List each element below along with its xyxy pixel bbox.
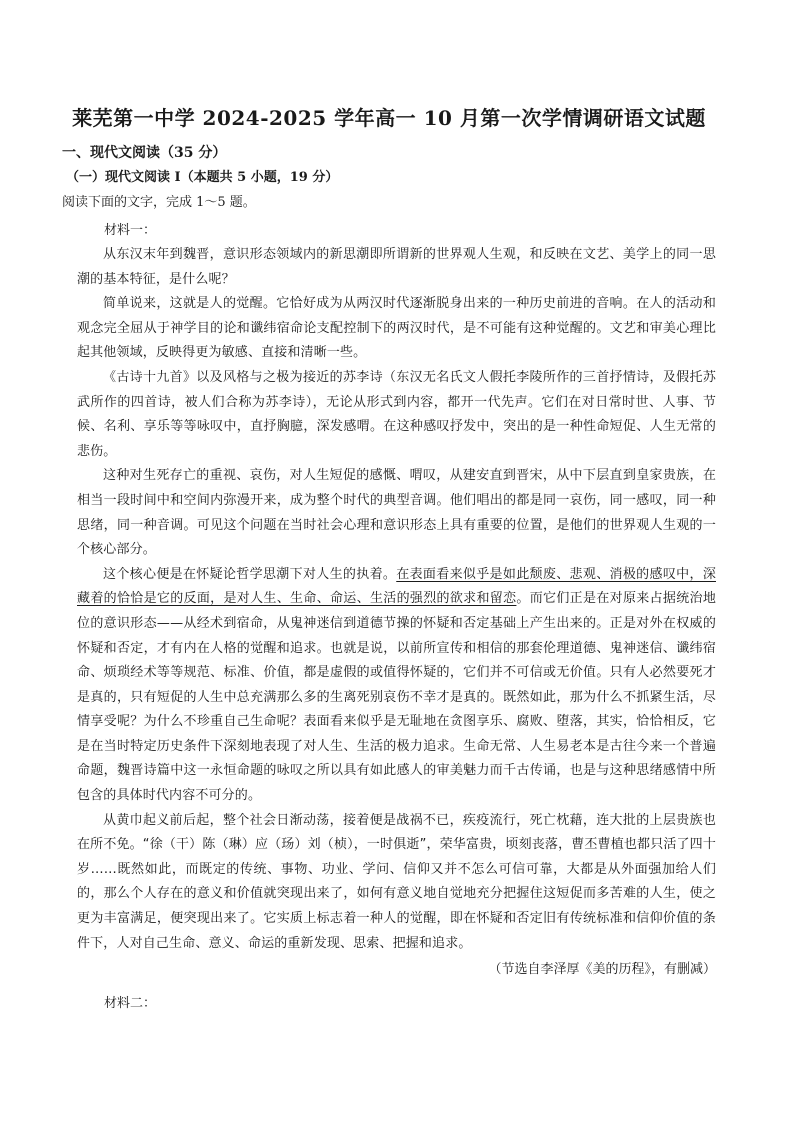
paragraph-5-lead: 这个核心便是在怀疑论哲学思潮下对人生的执着。 [103,566,397,582]
underlined-sentence: 在表面看来似乎是如此颓废、悲观、消极的感叹中，深藏着的恰恰是它的反面，是对人生、生命、命运、生活的强烈的欲求和留恋 [77,566,716,607]
paragraph-4: 这种对生死存亡的重视、哀伤，对人生短促的感慨、喟叹，从建安直到晋宋，从中下层直到皇家贵族，在相当一段时间中和空间内弥漫开来，成为整个时代的典型音调。他们唱出的都是同一哀伤，同一感叹，同一种思绪，同一种音调。可见这个问题在当时社会心理和意识形态上具有重要的位置，是他们的世界观人生观的一个核心部分。 [77,468,716,558]
paragraph-5 [62,563,716,809]
subsection-heading: （一）现代文阅读 I（本题共 5 小题，19 分） [66,170,339,185]
paragraph-6: 从黄巾起义前后起，整个社会日渐动荡，接着便是战祸不已，疾疫流行，死亡枕藉，连大批的上层贵族也在所不免。“徐（干）陈（琳）应（玚）刘（桢），一时俱逝”，荣华富贵，顷刻丧落，曹丕曹植也都只活了四十岁……既然如此，而既定的传统、事物、功业、学问、信仰又并不怎么可信可靠，大都是从外面强加给人们的，那么个人存在的意义和价值就突现出来了，如何有意义地自觉地充分把握住这短促而多苦难的人生，使之更为丰富满足，便突现出来了。它实质上标志着一种人的觉醒，即在怀疑和否定旧有传统标准和信仰价值的条件下，人对自己生命、意义、命运的重新发现、思索、把握和追求。 [77,812,716,951]
paragraph-1: 从东汉末年到魏晋，意识形态领域内的新思潮即所谓新的世界观人生观，和反映在文艺、美学上的同一思潮的基本特征，是什么呢？ [77,247,716,287]
material-two-label: 材料二： [104,996,157,1012]
material-one-label: 材料一： [104,223,157,238]
section-heading: 一、现代文阅读（35 分） [62,145,227,161]
paragraph-5-rest: 。而它们正是在对原来占据统治地位的意识形态——从经术到宿命，从鬼神迷信到道德节操的怀疑和否定基础上产生出来的。正是对外在权威的怀疑和否定，才有内在人格的觉醒和追求。也就是说，以前所宣传和相信的那套伦理道德、鬼神迷信、谶纬宿命、烦琐经术等等规范、标准、价值，都是虚假的或值得怀疑的，它们并不可信或无价值。只有人必然要死才是真的，只有短促的人生中总充满那么多的生离死别哀伤不幸才是真的。既然如此，那为什么不抓紧生活，尽情享受呢？为什么不珍重自己生命呢？表面看来似乎是无耻地在贪图享乐、腐败、堕落，其实，恰恰相反，它是在当时特定历史条件下深刻地表现了对人生、生活的极力追求。生命无常、人生易老本是古往今来一个普遍命题，魏晋诗篇中这一永恒命题的咏叹之所以具有如此感人的审美魅力而千古传诵，也是与这种思绪感情中所包含的具体时代内容不可分的。 [77,591,716,804]
paragraph-3: 《古诗十九首》以及风格与之极为接近的苏李诗（东汉无名氏文人假托李陵所作的三首抒情诗，及假托苏武所作的四首诗，被人们合称为苏李诗），无论从形式到内容，都开一代先声。它们在对日常时世、人事、节候、名利、享乐等等咏叹中，直抒胸臆，深发感喟。在这种感叹抒发中，突出的是一种性命短促、人生无常的悲伤。 [77,369,716,459]
source-citation: （节选自李泽厚《美的历程》，有删减） [488,962,716,978]
exam-title: 莱芜第一中学 2024-2025 学年高一 10 月第一次学情调研语文试题 [72,106,706,130]
paragraph-2: 简单说来，这就是人的觉醒。它恰好成为从两汉时代逐渐脱身出来的一种历史前进的音响。在人的活动和观念完全屈从于神学目的论和谶纬宿命论支配控制下的两汉时代，是不可能有这种觉醒的。文艺和审美心理比起其他领域，反映得更为敏感、直接和清晰一些。 [77,296,716,361]
reading-instruction: 阅读下面的文字，完成 1～5 题。 [62,195,256,210]
